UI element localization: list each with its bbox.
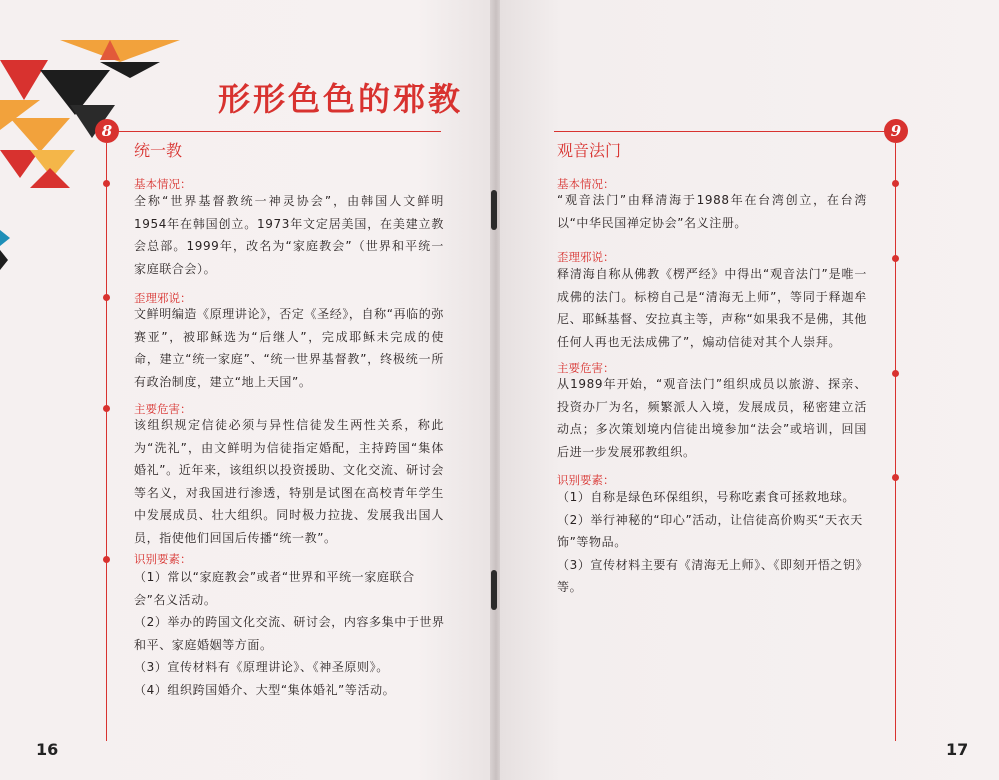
timeline-dot [103,294,110,301]
list-item: （2）举办的跨国文化交流、研讨会，内容多集中于世界和平、家庭婚姻等方面。 [134,615,445,652]
list-item: （3）宣传材料有《原理讲论》、《神圣原则》。 [134,660,389,674]
section-label: 基本情况： [557,177,615,191]
timeline-dot [892,370,899,377]
geometric-triangles-decoration [0,0,210,200]
deco-tri [0,60,48,100]
timeline-dot [892,474,899,481]
section-label: 主要危害： [134,402,192,416]
section-heading: 统一教 [134,141,183,160]
left-edge-triangles [0,230,14,530]
section-heading: 观音法门 [557,141,622,160]
section-label: 识别要素： [134,552,192,566]
timeline-dot [103,556,110,563]
section-label: 歪理邪说： [134,291,192,305]
main-title: 形形色色的邪教 [218,80,464,118]
section-number-badge: 9 [884,119,908,143]
staple [491,570,497,610]
list-item: （4）组织跨国婚介、大型“集体婚礼”等活动。 [134,682,396,697]
section-text: “观音法门”由释清海于1988年在台湾创立，在台湾以“中华民国禅定协会”名义注册。 [557,193,867,230]
identify-list [557,486,869,599]
timeline-dot [103,405,110,412]
section-label: 歪理邪说： [557,250,615,264]
page-number: 16 [36,740,59,759]
timeline-dot [892,255,899,262]
staple [491,190,497,230]
deco-tri [60,40,180,62]
right-timeline-line [895,143,896,741]
timeline-dot [892,180,899,187]
section-label: 主要危害： [557,361,615,375]
timeline-dot [103,180,110,187]
section-text: 全称“世界基督教统一神灵协会”，由韩国人文鲜明1954年在韩国创立。1973年文定居美国，在美建立教会总部。1999年，改名为“家庭教会”（世界和平统一家庭联合会）。 [134,194,444,276]
deco-tri [30,168,70,188]
section-text: 该组织规定信徒必须与异性信徒发生两性关系，称此为“洗礼”，由文鲜明为信徒指定婚配，主持跨国“集体婚礼”。近年来，该组织以投资援助、文化交流、研讨会等名义，对我国进行渗透，特别是试图在高校青年学生中发展成员、壮大组织。同时极力拉拢、发展我出国人员，指使他们回国后传播“统一教”。 [134,418,444,545]
page-number: 17 [946,740,969,759]
identify-list [134,566,446,701]
left-timeline-line [106,143,107,741]
section-number-badge: 8 [95,119,119,143]
left-header-rule [105,131,441,132]
section-text: 文鲜明编造《原理讲论》，否定《圣经》，自称“再临的弥赛亚”，被耶稣选为“后继人”，完成耶稣未完成的使命，建立“统一家庭”、“统一世界基督教”，终极统一所有政治制度，建立“地上天国”。 [134,307,444,389]
right-header-rule [554,131,894,132]
deco-tri [10,118,70,152]
list-item: （3）宣传材料主要有《清海无上师》、《即刻开悟之钥》等。 [557,557,869,594]
list-item: （1）自称是绿色环保组织，号称吃素食可拯救地球。 [557,490,856,504]
list-item: （2）举行神秘的“印心”活动，让信徒高价购买“天衣天饰”等物品。 [557,512,863,549]
section-text: 释清海自称从佛教《楞严经》中得出“观音法门”是唯一成佛的法门。标榜自己是“清海无上师”，等同于释迦牟尼、耶稣基督、安拉真主等，声称“如果我不是佛，其他任何人再也无法成佛了”，煽动信徒对其个人崇拜。 [557,267,867,349]
list-item: （1）常以“家庭教会”或者“世界和平统一家庭联合会”名义活动。 [134,570,415,607]
section-label: 基本情况： [134,177,192,191]
section-label: 识别要素： [557,473,615,487]
section-text: 从1989年开始，“观音法门”组织成员以旅游、探亲、投资办厂为名，频繁派人入境，发展成员，秘密建立活动点；多次策划境内信徒出境参加“法会”或培训，回国后进一步发展邪教组织。 [557,377,867,459]
